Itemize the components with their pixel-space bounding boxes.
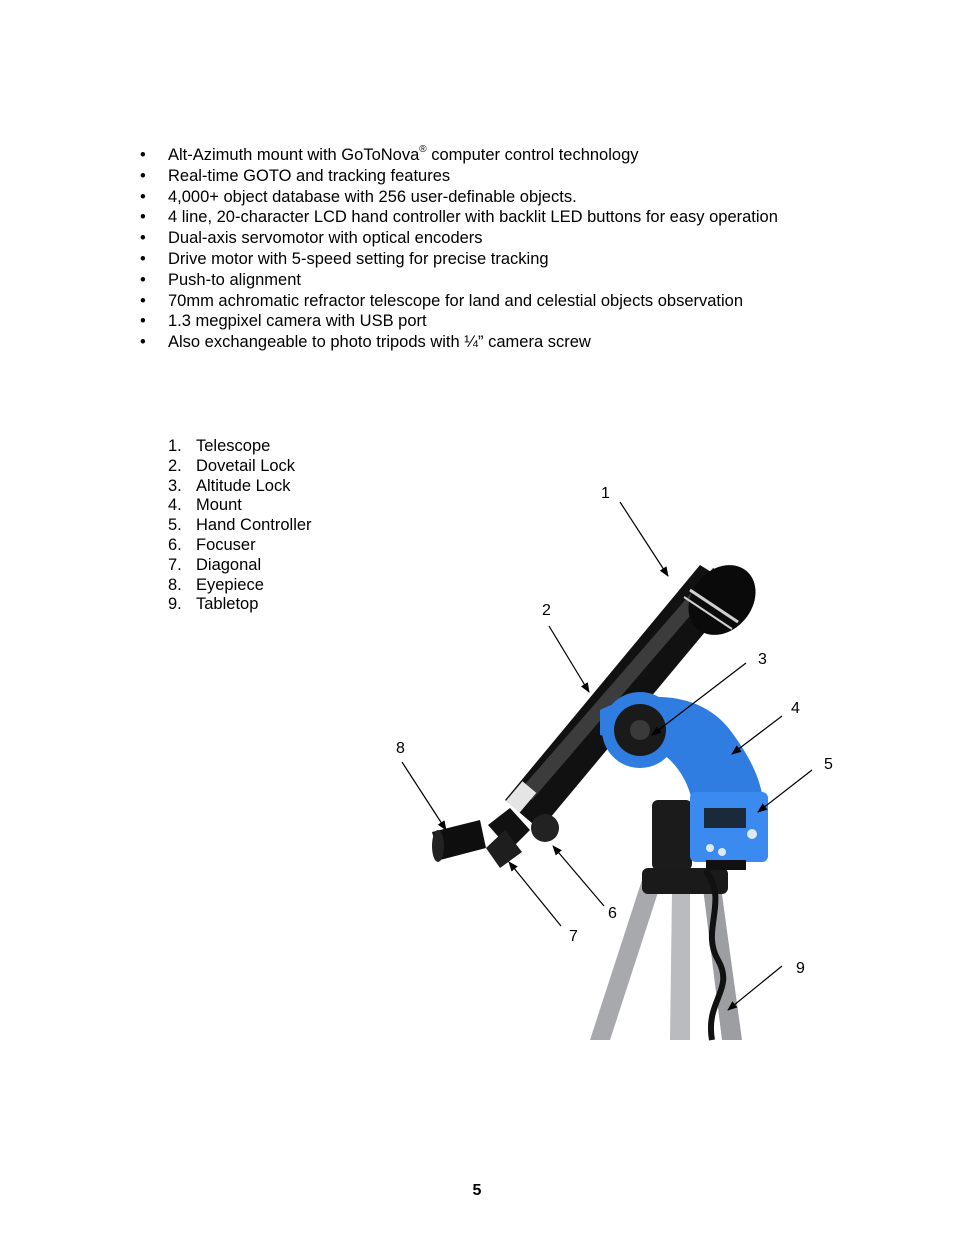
part-label: Mount: [196, 496, 242, 515]
bullet-icon: •: [140, 291, 146, 310]
part-label: Dovetail Lock: [196, 456, 296, 475]
callout-label-5: 5: [824, 756, 833, 773]
part-number: 3.: [168, 476, 182, 495]
bullet-icon: •: [140, 249, 146, 268]
feature-text: 1.3 megpixel camera with USB port: [168, 312, 427, 331]
feature-text: Push-to alignment: [168, 270, 301, 289]
callout-label-4: 4: [791, 700, 800, 717]
bullet-icon: •: [140, 166, 146, 185]
part-label: Focuser: [196, 535, 256, 554]
callout-label-9: 9: [796, 960, 805, 977]
part-number: 9.: [168, 595, 182, 614]
feature-text-after: computer control technology: [426, 146, 639, 164]
bullet-icon: •: [140, 208, 146, 227]
part-label: Diagonal: [196, 555, 262, 574]
part-number: 4.: [168, 496, 182, 515]
focuser-assembly: [432, 808, 559, 868]
feature-text: Alt-Azimuth mount with GoToNova: [168, 146, 420, 164]
feature-text: 4 line, 20-character LCD hand controller with backlit LED buttons for easy operation: [168, 208, 778, 227]
part-label: Hand Controller: [196, 516, 312, 535]
feature-text: 4,000+ object database with 256 user-definable objects.: [168, 187, 577, 206]
part-number: 2.: [168, 456, 182, 475]
feature-text: Drive motor with 5-speed setting for precise tracking: [168, 249, 549, 268]
part-number: 7.: [168, 555, 182, 574]
callout-label-1: 1: [601, 485, 610, 502]
callout-label-6: 6: [608, 905, 617, 922]
page-number: 5: [472, 1182, 482, 1199]
bullet-icon: •: [140, 333, 146, 352]
part-label: Eyepiece: [196, 575, 264, 594]
part-label: Telescope: [196, 437, 271, 455]
callout-label-7: 7: [569, 928, 578, 945]
bullet-icon: •: [140, 270, 146, 289]
hand-controller: [690, 792, 768, 870]
part-number: 8.: [168, 575, 182, 594]
part-label: Altitude Lock: [196, 476, 291, 495]
feature-text: Dual-axis servomotor with optical encoders: [168, 229, 483, 248]
callout-label-3: 3: [758, 651, 767, 668]
callout-label-2: 2: [542, 602, 551, 619]
part-number: 1.: [168, 437, 182, 455]
part-label: Tabletop: [196, 595, 259, 614]
feature-text: 70mm achromatic refractor telescope for land and celestial objects observation: [168, 291, 744, 310]
bullet-icon: •: [140, 187, 146, 206]
bullet-icon: •: [140, 146, 146, 164]
part-number: 5.: [168, 516, 182, 535]
bullet-icon: •: [140, 312, 146, 331]
bullet-icon: •: [140, 229, 146, 248]
feature-text: Real-time GOTO and tracking features: [168, 166, 451, 185]
callout-label-8: 8: [396, 740, 405, 757]
part-number: 6.: [168, 535, 182, 554]
tripod: [590, 868, 742, 1040]
registered-mark: ®: [419, 143, 427, 155]
feature-text: Also exchangeable to photo tripods with ¼” camera screw: [168, 333, 591, 352]
